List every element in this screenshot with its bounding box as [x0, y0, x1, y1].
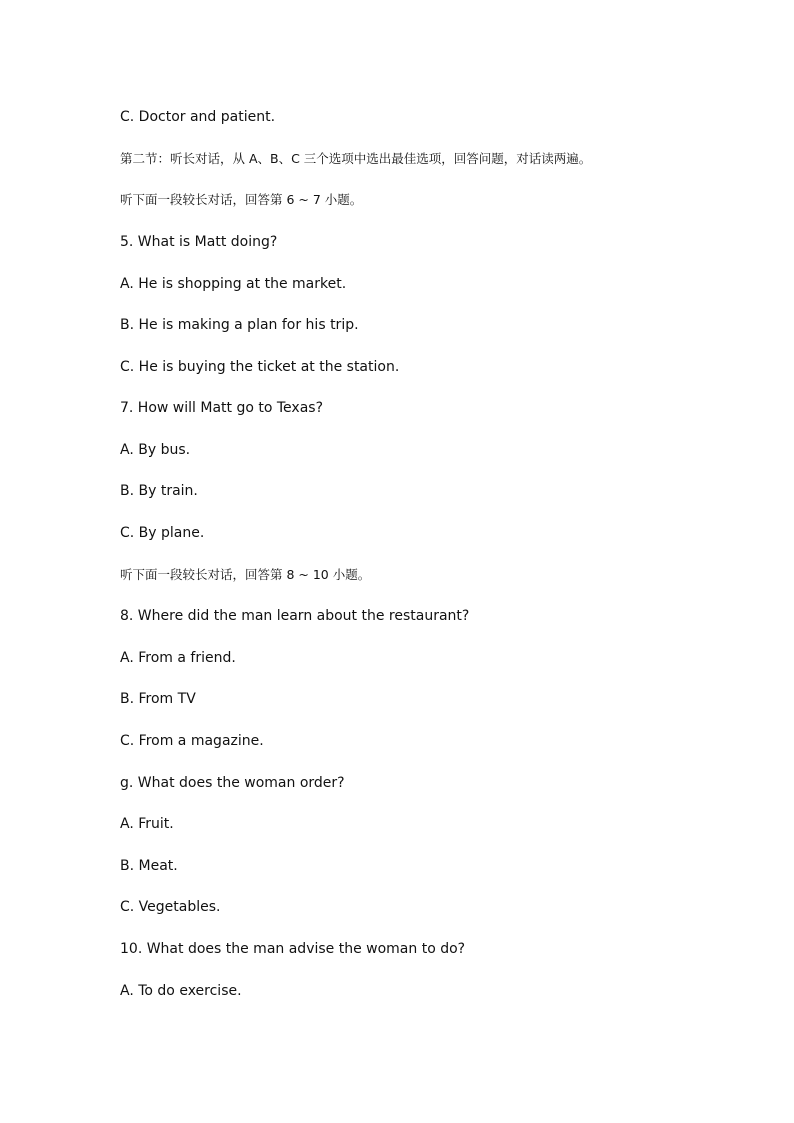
question-8-option-a: A. From a friend. [120, 650, 236, 666]
question-7-option-b: B. By train. [120, 483, 198, 499]
option-c-doctor-and-patient: C. Doctor and patient. [120, 109, 276, 125]
question-9-option-c: C. Vegetables. [120, 899, 221, 915]
question-9-option-b: B. Meat. [120, 858, 178, 874]
question-10: 10. What does the man advise the woman to do? [120, 941, 466, 957]
question-8-option-c: C. From a magazine. [120, 733, 264, 749]
section-two-instructions: 第二节：听长对话，从 A、B、C 三个选项中选出最佳选项，回答问题，对话读两遍。 [120, 151, 592, 166]
question-5: 5. What is Matt doing? [120, 234, 278, 250]
question-7-option-c: C. By plane. [120, 525, 205, 541]
question-8-option-b: B. From TV [120, 691, 196, 707]
question-9: g. What does the woman order? [120, 775, 345, 791]
question-7: 7. How will Matt go to Texas? [120, 400, 323, 416]
dialogue-intro-8-10: 听下面一段较长对话，回答第 8 ~ 10 小题。 [120, 567, 371, 582]
question-5-option-c: C. He is buying the ticket at the station. [120, 359, 400, 375]
dialogue-intro-6-7: 听下面一段较长对话，回答第 6 ~ 7 小题。 [120, 192, 363, 207]
question-5-option-a: A. He is shopping at the market. [120, 276, 347, 292]
question-5-option-b: B. He is making a plan for his trip. [120, 317, 359, 333]
question-7-option-a: A. By bus. [120, 442, 191, 458]
question-10-option-a: A. To do exercise. [120, 983, 242, 999]
question-8: 8. Where did the man learn about the restaurant? [120, 608, 470, 624]
question-9-option-a: A. Fruit. [120, 816, 174, 832]
